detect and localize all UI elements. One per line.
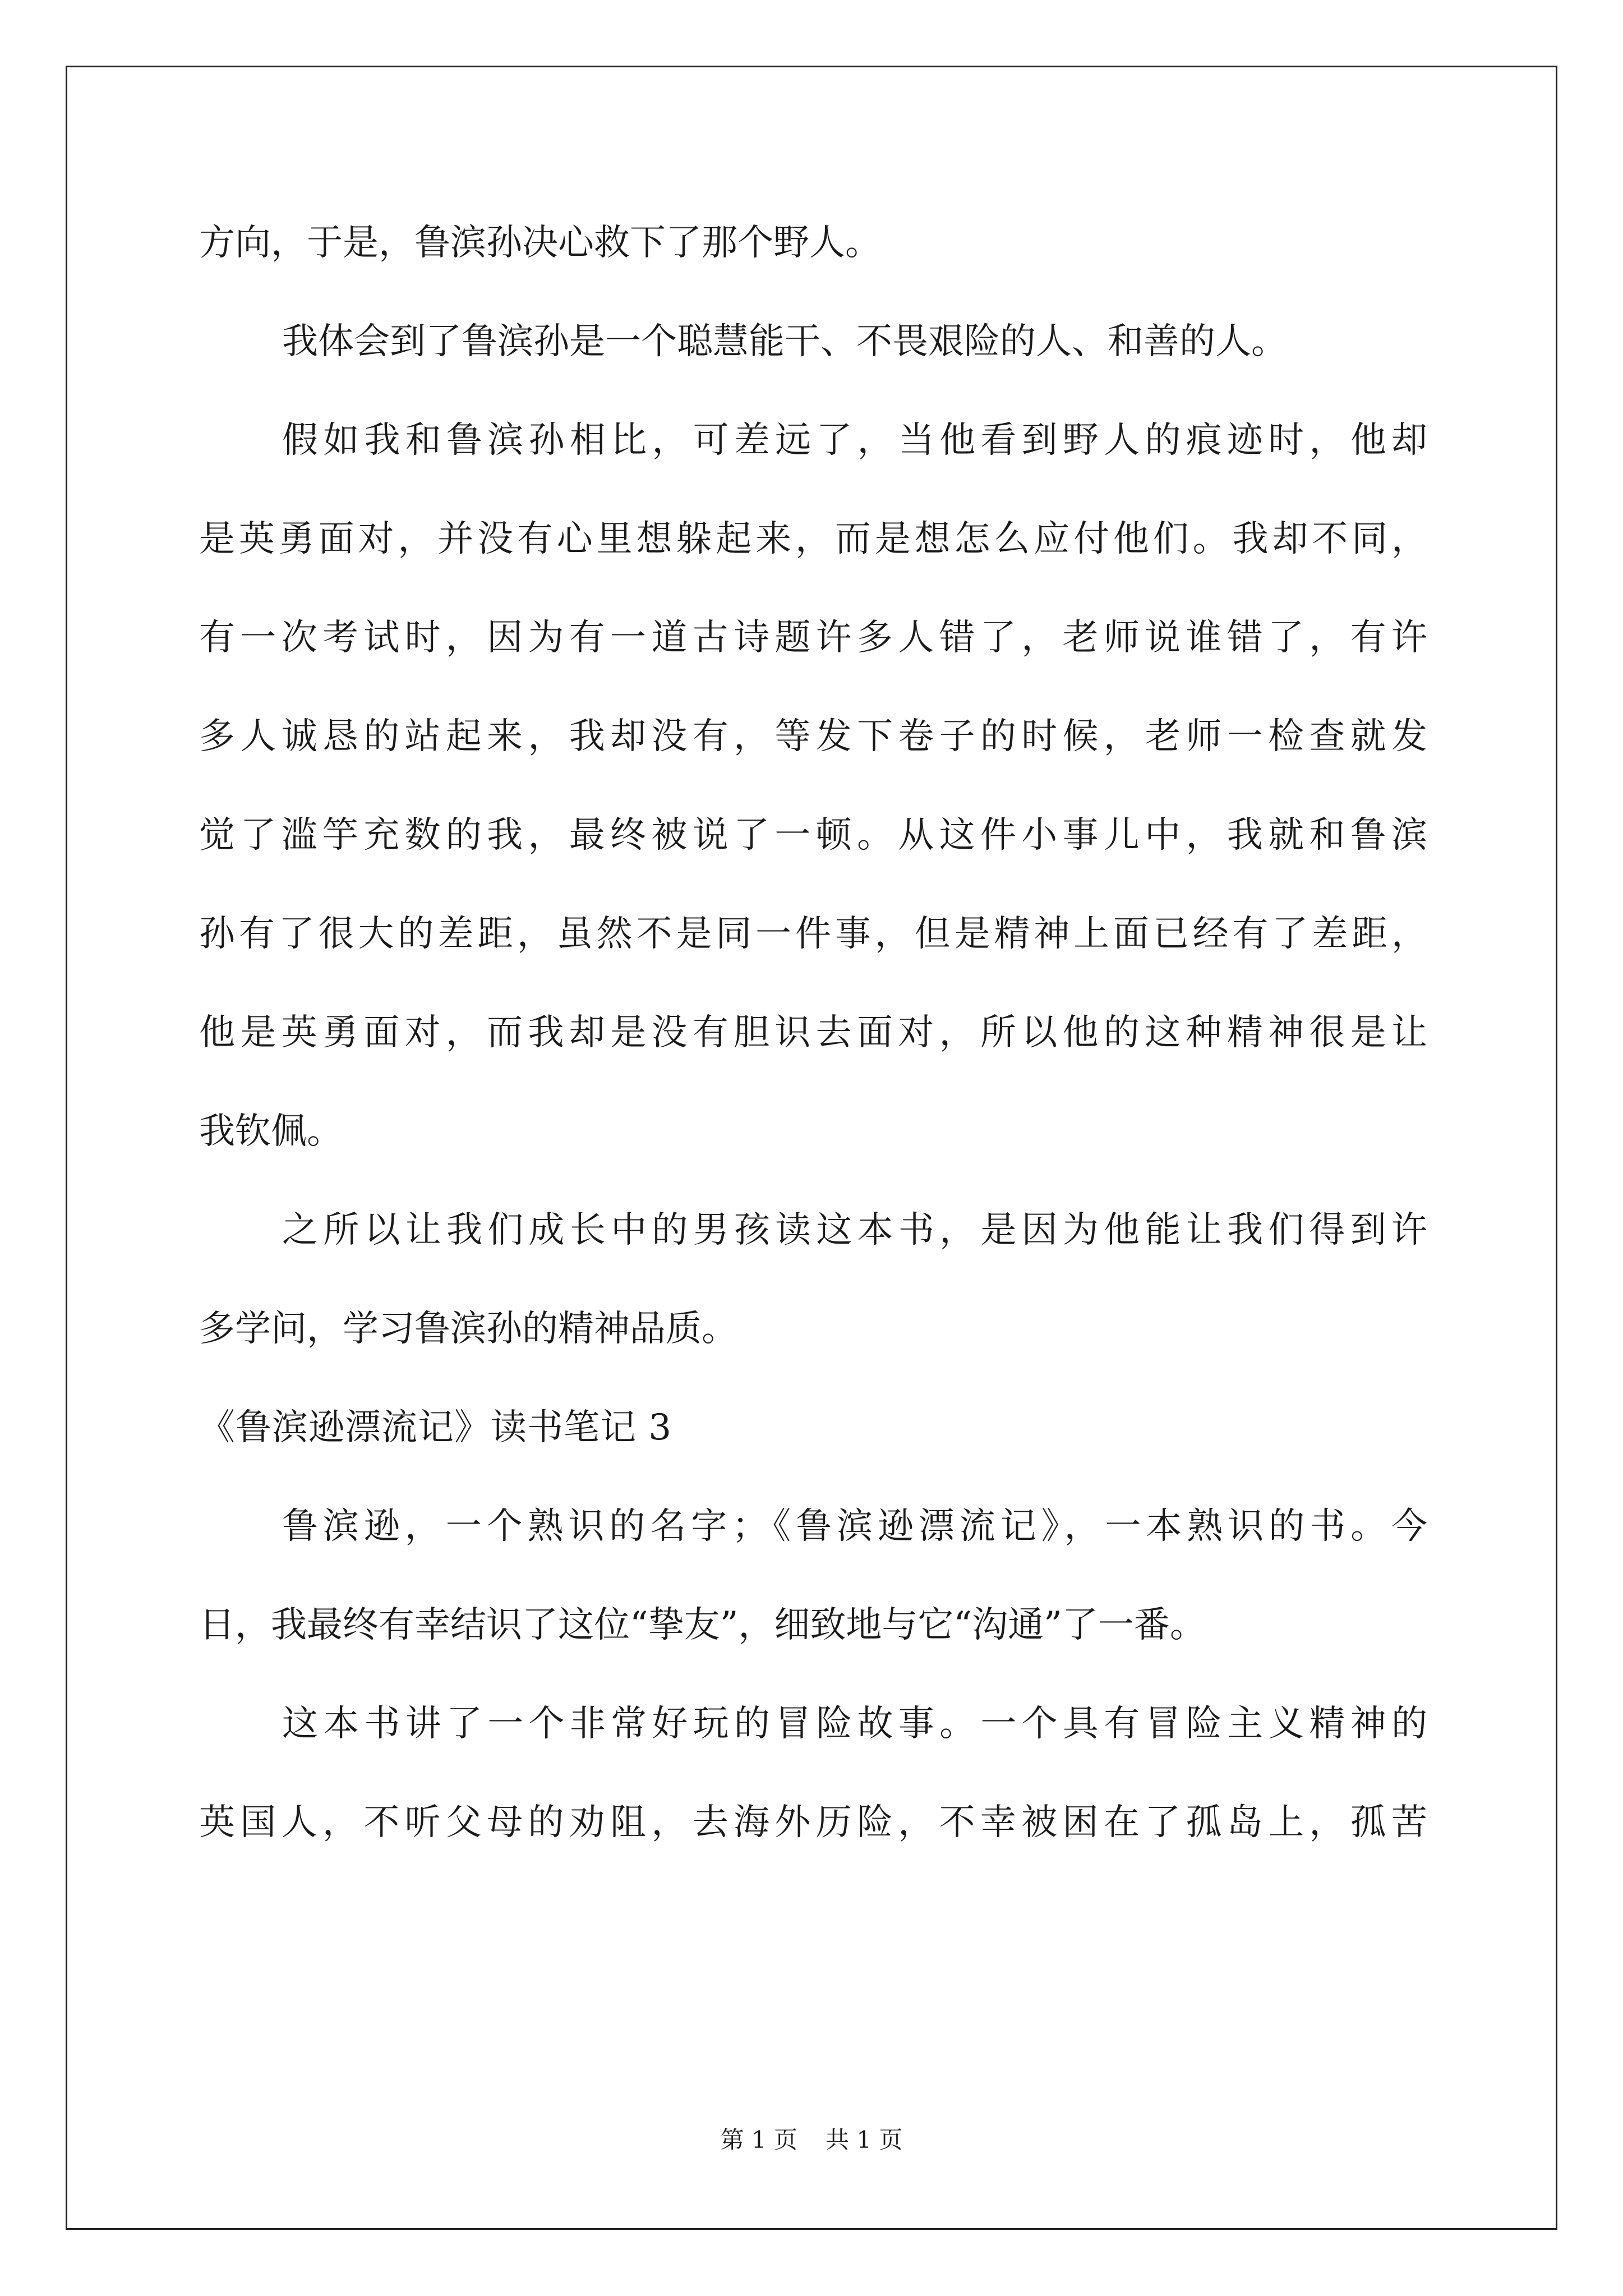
text-line-17: 英国人，不听父母的劝阻，去海外历险，不幸被困在了孤岛上，孤苦 — [199, 1802, 1427, 1843]
document-body — [199, 194, 1427, 1872]
text-line-9: 他是英勇面对，而我却是没有胆识去面对，所以他的这种精神很是让 — [199, 1012, 1427, 1053]
text-line-6: 多人诚恳的站起来，我却没有，等发下卷子的时候，老师一检查就发 — [199, 716, 1427, 757]
page-footer — [0, 2123, 1623, 2157]
text-line-15: 日，我最终有幸结识了这位“挚友”，细致地与它“沟通”了一番。 — [199, 1604, 1206, 1646]
text-line-4: 是英勇面对，并没有心里想躲起来，而是想怎么应付他们。我却不同， — [199, 518, 1427, 560]
section-heading: 《鲁滨逊漂流记》读书笔记 3 — [199, 1407, 672, 1448]
page-total: 共 1 页 — [826, 2126, 903, 2154]
text-line-12: 多学问，学习鲁滨孙的精神品质。 — [199, 1308, 737, 1350]
text-line-10: 我钦佩。 — [199, 1111, 343, 1152]
text-line-3: 假如我和鲁滨孙相比，可差远了，当他看到野人的痕迹时，他却 — [282, 420, 1427, 461]
text-line-8: 孙有了很大的差距，虽然不是同一件事，但是精神上面已经有了差距， — [199, 913, 1427, 955]
text-line-7: 觉了滥竽充数的我，最终被说了一顿。从这件小事儿中，我就和鲁滨 — [199, 815, 1427, 856]
text-line-5: 有一次考试时，因为有一道古诗题许多人错了，老师说谁错了，有许 — [199, 617, 1427, 659]
text-line-14: 鲁滨逊，一个熟识的名字；《鲁滨逊漂流记》，一本熟识的书。今 — [282, 1506, 1427, 1547]
page-number: 第 1 页 — [720, 2126, 797, 2154]
text-line-1: 方向，于是，鲁滨孙决心救下了那个野人。 — [199, 222, 881, 264]
text-line-11: 之所以让我们成长中的男孩读这本书，是因为他能让我们得到许 — [282, 1209, 1427, 1251]
text-line-2: 我体会到了鲁滨孙是一个聪慧能干、不畏艰险的人、和善的人。 — [282, 321, 1287, 362]
text-line-16: 这本书讲了一个非常好玩的冒险故事。一个具有冒险主义精神的 — [282, 1703, 1427, 1745]
